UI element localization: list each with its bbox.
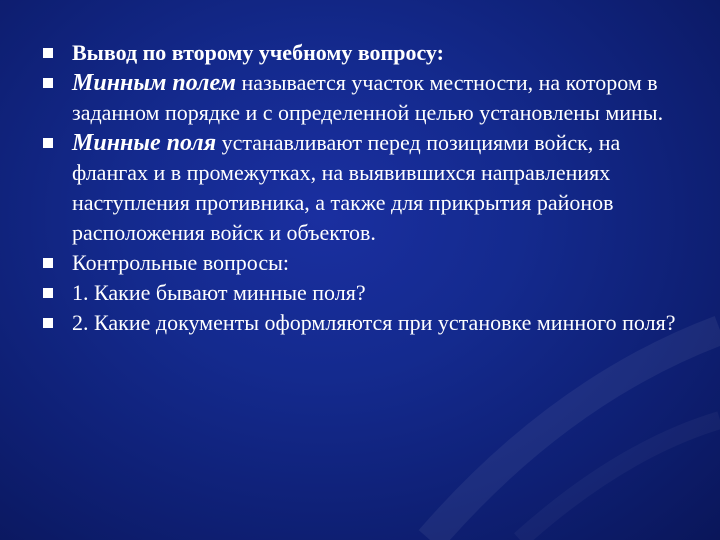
minefield-term: Минным полем — [72, 70, 236, 96]
question-1-text: 1. Какие бывают минные поля? — [72, 280, 366, 305]
question-2-text: 2. Какие документы оформляются при установке минного поля? — [72, 310, 676, 335]
square-bullet-icon — [43, 258, 53, 268]
square-bullet-icon — [43, 318, 53, 328]
bullet-question-2 — [40, 308, 680, 338]
minefield-definition-text: называется участок местности, на котором в заданном порядке и с определенной целью установлены мины. — [72, 70, 664, 125]
bullet-conclusion — [40, 38, 680, 68]
bullet-control-questions — [40, 248, 680, 278]
minefields-term: Минные поля — [72, 130, 217, 156]
bullet-question-1 — [40, 278, 680, 308]
bullet-minefield-placement — [40, 128, 680, 248]
conclusion-heading: Вывод по второму учебному вопросу: — [72, 40, 444, 65]
square-bullet-icon — [43, 78, 53, 88]
slide-body — [40, 38, 680, 338]
square-bullet-icon — [43, 48, 53, 58]
minefield-placement-text: устанавливают перед позициями войск, на флангах и в промежутках, на выявившихся направлениях наступления противника, а также для прикрытия районов расположения войск и объектов. — [72, 130, 621, 245]
control-questions-heading: Контрольные вопросы: — [72, 250, 289, 275]
square-bullet-icon — [43, 138, 53, 148]
square-bullet-icon — [43, 288, 53, 298]
bullet-minefield-definition — [40, 68, 680, 128]
